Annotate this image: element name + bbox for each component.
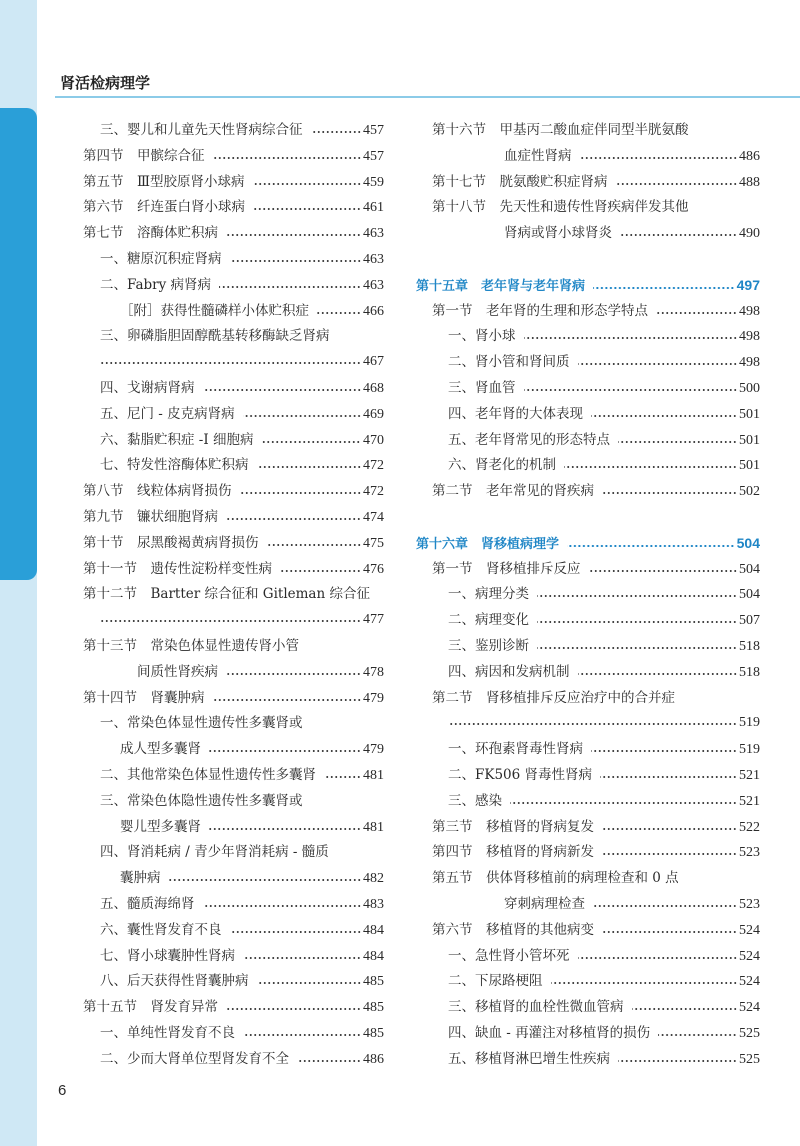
toc-entry-title: 第二节 肾移植排斥反应治疗中的合并症 — [432, 689, 675, 706]
toc-entry-title: 第二节 老年常见的肾疾病 — [432, 483, 594, 500]
toc-entry[interactable] — [60, 531, 384, 555]
dot-leader — [620, 227, 737, 237]
dot-leader — [226, 511, 361, 521]
dot-leader — [100, 613, 361, 623]
toc-entry-title: 第一节 老年肾的生理和形态学特点 — [432, 302, 648, 319]
toc-entry-title: 第九节 镰状细胞肾病 — [83, 509, 218, 525]
dot-leader — [524, 330, 738, 340]
dot-leader — [240, 485, 362, 495]
toc-page-number: 507 — [739, 613, 760, 629]
toc-entry[interactable] — [60, 195, 384, 219]
toc-page-number: 518 — [739, 639, 760, 654]
toc-entry[interactable] — [60, 505, 384, 529]
toc-page-number: 472 — [363, 458, 384, 474]
toc-page-number: 461 — [363, 200, 384, 216]
toc-entry[interactable] — [60, 660, 384, 684]
dot-leader — [537, 588, 737, 598]
toc-page-number: 479 — [363, 690, 384, 706]
toc-entry-title: 第五节 Ⅲ型胶原肾小球病 — [83, 173, 245, 190]
toc-entry-title: 第十六节 甲基丙二酸血症伴同型半胱氨酸 — [432, 122, 689, 138]
toc-entry-title: 第十七节 胱氨酸贮积症肾病 — [432, 173, 608, 190]
toc-entry[interactable] — [60, 479, 384, 503]
dot-leader — [257, 975, 362, 985]
toc-page-number: 497 — [736, 276, 760, 293]
toc-entry[interactable] — [414, 866, 760, 890]
toc-entry-title: 四、老年肾的大体表现 — [448, 405, 583, 422]
toc-entry-title: 三、鉴别诊断 — [448, 638, 529, 654]
toc-page-number: 521 — [739, 793, 760, 809]
toc-page-number: 504 — [739, 561, 760, 577]
toc-entry[interactable] — [414, 969, 760, 993]
dot-leader — [580, 150, 738, 160]
toc-entry[interactable] — [414, 711, 760, 735]
dot-leader — [203, 898, 362, 908]
toc-entry[interactable] — [60, 608, 384, 632]
dot-leader — [226, 666, 361, 676]
toc-entry[interactable] — [414, 1021, 760, 1045]
toc-entry[interactable] — [60, 711, 384, 735]
toc-entry-title: 肾病或肾小球肾炎 — [504, 225, 612, 242]
toc-entry[interactable] — [414, 376, 760, 400]
dot-leader — [253, 201, 361, 211]
toc-entry-title: 四、缺血 - 再灌注对移植肾的损伤 — [448, 1025, 651, 1041]
toc-page-number: 486 — [739, 148, 760, 164]
toc-page-number: 476 — [363, 561, 384, 577]
toc-entry-title: 一、病理分类 — [448, 586, 529, 603]
toc-page-number: 519 — [739, 715, 760, 731]
dot-leader — [578, 356, 738, 366]
toc-entry[interactable] — [414, 944, 760, 968]
toc-page-number: 481 — [363, 819, 384, 835]
dot-leader — [267, 537, 362, 547]
toc-entry-title: 一、常染色体显性遗传性多囊肾或 — [100, 715, 303, 732]
toc-entry[interactable] — [60, 1021, 384, 1045]
toc-page-number: 522 — [739, 819, 760, 835]
toc-entry-title: 七、特发性溶酶体贮积病 — [100, 457, 249, 474]
toc-entry-title: 三、感染 — [448, 792, 502, 809]
toc-entry[interactable] — [414, 324, 760, 348]
toc-page-number: 501 — [739, 458, 760, 474]
toc-entry[interactable] — [60, 892, 384, 916]
toc-entry-title: 第十一节 遗传性淀粉样变性病 — [83, 560, 272, 577]
toc-entry[interactable] — [60, 969, 384, 993]
toc-entry[interactable] — [60, 944, 384, 968]
toc-entry-title: 第十节 尿黑酸褐黄病肾损伤 — [83, 534, 259, 551]
toc-entry[interactable] — [60, 840, 384, 864]
toc-entry-title: 第六节 纤连蛋白肾小球病 — [83, 199, 245, 216]
toc-page-number: 519 — [739, 742, 760, 758]
toc-entry-title: 第三节 移植肾的肾病复发 — [432, 818, 594, 835]
toc-entry[interactable] — [60, 350, 384, 374]
toc-entry-title: 三、卵磷脂胆固醇酰基转移酶缺乏肾病 — [100, 328, 330, 345]
toc-entry[interactable] — [60, 299, 384, 323]
toc-entry[interactable] — [414, 557, 760, 581]
toc-entry-title: 六、囊性肾发育不良 — [100, 921, 222, 938]
toc-entry[interactable] — [60, 1047, 384, 1071]
dot-leader — [213, 150, 362, 160]
dot-leader — [658, 1027, 737, 1037]
dot-leader — [602, 821, 737, 831]
dot-leader — [589, 563, 738, 573]
toc-page-number: 500 — [739, 381, 760, 396]
dot-leader — [551, 975, 738, 985]
toc-entry-title: 三、婴儿和儿童先天性肾病综合征 — [100, 122, 303, 138]
toc-entry-title: 一、急性肾小管坏死 — [448, 947, 570, 964]
toc-entry-title: 成人型多囊肾 — [120, 741, 201, 758]
chapter-tab — [0, 108, 37, 580]
toc-entry-title: 第七节 溶酶体贮积病 — [83, 225, 218, 242]
dot-leader — [602, 924, 737, 934]
toc-entry-title: 一、环孢素肾毒性肾病 — [448, 741, 583, 758]
toc-entry-title: 六、肾老化的机制 — [448, 457, 556, 474]
toc-entry-title: 囊肿病 — [120, 870, 161, 887]
toc-entry-title: 第十八节 先天性和遗传性肾疾病伴发其他 — [432, 199, 689, 216]
toc-entry-title: 三、肾血管 — [448, 380, 516, 396]
toc-entry-title: ［附］获得性髓磷样小体贮积症 — [120, 302, 309, 319]
toc-entry-title: 二、病理变化 — [448, 612, 529, 629]
toc-entry[interactable] — [60, 995, 384, 1019]
toc-entry-title: 三、常染色体隐性遗传性多囊肾或 — [100, 792, 303, 809]
toc-entry[interactable] — [60, 763, 384, 787]
toc-entry[interactable] — [60, 815, 384, 839]
dot-leader — [230, 924, 362, 934]
dot-leader — [537, 614, 737, 624]
toc-chapter-entry[interactable] — [414, 273, 760, 297]
toc-entry[interactable] — [60, 428, 384, 452]
toc-entry-title: 一、糖原沉积症肾病 — [100, 251, 222, 267]
toc-entry[interactable] — [60, 634, 384, 658]
dot-leader — [593, 898, 737, 908]
dot-leader — [209, 743, 361, 753]
toc-page-number: 485 — [363, 974, 384, 990]
toc-entry[interactable] — [60, 918, 384, 942]
dot-leader — [448, 716, 737, 726]
toc-entry-title: 二、其他常染色体显性遗传性多囊肾 — [100, 767, 316, 783]
toc-page-number: 523 — [739, 897, 760, 912]
toc-entry[interactable] — [414, 350, 760, 374]
toc-entry[interactable] — [60, 376, 384, 400]
dot-leader — [226, 1001, 361, 1011]
toc-page-number: 459 — [363, 174, 384, 190]
toc-entry[interactable] — [414, 195, 760, 219]
dot-leader — [537, 640, 737, 650]
toc-entry-title: 五、髓质海绵肾 — [100, 896, 195, 912]
toc-entry-title: 四、戈谢病肾病 — [100, 380, 195, 396]
toc-page-number: 521 — [739, 768, 760, 783]
dot-leader — [209, 821, 361, 831]
toc-entry[interactable] — [414, 789, 760, 813]
toc-page-number: 481 — [363, 768, 384, 783]
toc-entry[interactable] — [414, 453, 760, 477]
toc-page-number: 463 — [363, 252, 384, 267]
toc-page-number: 457 — [363, 148, 384, 164]
dot-leader — [656, 305, 737, 315]
dot-leader — [510, 795, 737, 805]
dot-leader — [243, 408, 361, 418]
toc-page-number: 468 — [363, 381, 384, 396]
toc-page-number: 457 — [363, 123, 384, 138]
toc-page-number: 501 — [739, 432, 760, 448]
toc-entry-title: 第十六章 肾移植病理学 — [416, 536, 560, 552]
toc-entry[interactable] — [60, 118, 384, 142]
dot-leader — [564, 459, 737, 469]
toc-page-number: 485 — [363, 1000, 384, 1016]
dot-leader — [578, 666, 738, 676]
toc-page-number: 525 — [739, 1026, 760, 1041]
toc-page-number: 486 — [363, 1051, 384, 1067]
toc-entry-title: 第十五章 老年肾与老年肾病 — [416, 278, 586, 294]
toc-entry-title: 第四节 移植肾的肾病新发 — [432, 844, 594, 861]
toc-entry[interactable] — [414, 582, 760, 606]
toc-entry[interactable] — [414, 892, 760, 916]
toc-entry-title: 四、病因和发病机制 — [448, 663, 570, 680]
toc-page-number: 498 — [739, 355, 760, 371]
toc-entry[interactable] — [60, 247, 384, 271]
dot-leader — [593, 280, 735, 290]
dot-leader — [602, 485, 737, 495]
toc-page-number: 498 — [739, 303, 760, 319]
toc-entry-title: 血症性肾病 — [504, 147, 572, 164]
dot-leader — [616, 176, 738, 186]
toc-entry[interactable] — [414, 479, 760, 503]
toc-entry[interactable] — [60, 866, 384, 890]
toc-entry[interactable] — [414, 918, 760, 942]
toc-page-number: 518 — [739, 664, 760, 680]
toc-entry-title: 五、尼门 - 皮克病肾病 — [100, 405, 235, 422]
toc-page-number: 470 — [363, 432, 384, 448]
toc-entry[interactable] — [414, 118, 760, 142]
dot-leader — [567, 538, 735, 548]
toc-page-number: 504 — [739, 587, 760, 603]
toc-entry[interactable] — [414, 144, 760, 168]
toc-entry[interactable] — [414, 815, 760, 839]
dot-leader — [524, 382, 738, 392]
toc-entry[interactable] — [414, 686, 760, 710]
toc-entry[interactable] — [60, 221, 384, 245]
toc-entry[interactable] — [60, 557, 384, 581]
toc-page-number: 478 — [363, 664, 384, 680]
toc-entry-title: 二、肾小管和肾间质 — [448, 354, 570, 371]
toc-entry[interactable] — [414, 840, 760, 864]
toc-entry-title: 二、下尿路梗阻 — [448, 973, 543, 990]
page-number: 6 — [58, 1082, 67, 1099]
toc-page-number: 482 — [363, 871, 384, 887]
dot-leader — [243, 950, 361, 960]
toc-page-number: 501 — [739, 406, 760, 422]
dot-leader — [618, 1053, 737, 1063]
dot-leader — [317, 305, 361, 315]
toc-page-number: 524 — [739, 974, 760, 990]
toc-entry[interactable] — [60, 453, 384, 477]
toc-entry[interactable] — [414, 170, 760, 194]
toc-entry-title: 四、肾消耗病 / 青少年肾消耗病 - 髓质 — [100, 844, 329, 861]
toc-page-number: 475 — [363, 535, 384, 551]
toc-entry-title: 第十四节 肾囊肿病 — [83, 689, 205, 706]
toc-page-number: 504 — [736, 534, 760, 551]
toc-chapter-entry[interactable] — [414, 531, 760, 555]
dot-leader — [253, 176, 361, 186]
toc-entry[interactable] — [414, 428, 760, 452]
dot-leader — [243, 1027, 361, 1037]
dot-leader — [257, 459, 362, 469]
toc-entry-title: 二、少而大肾单位型肾发育不全 — [100, 1050, 289, 1067]
toc-entry-title: 三、移植肾的血栓性微血管病 — [448, 999, 624, 1016]
toc-entry-title: 一、肾小球 — [448, 328, 516, 345]
toc-entry-title: 第四节 甲髌综合征 — [83, 147, 205, 164]
dot-leader — [618, 434, 737, 444]
toc-entry[interactable] — [60, 144, 384, 168]
toc-entry-title: 五、移植肾淋巴增生性疾病 — [448, 1050, 610, 1067]
toc-page-number: 474 — [363, 510, 384, 525]
toc-entry[interactable] — [414, 763, 760, 787]
toc-page-number: 466 — [363, 303, 384, 319]
toc-page-number: 502 — [739, 484, 760, 500]
toc-entry[interactable] — [60, 737, 384, 761]
dot-leader — [578, 950, 738, 960]
toc-entry[interactable] — [414, 1047, 760, 1071]
toc-entry[interactable] — [60, 273, 384, 297]
dot-leader — [297, 1053, 361, 1063]
toc-page-number: 490 — [739, 226, 760, 242]
toc-page-number: 524 — [739, 948, 760, 964]
dot-leader — [230, 253, 362, 263]
toc-entry[interactable] — [414, 608, 760, 632]
toc-entry[interactable] — [60, 582, 384, 606]
dot-leader — [324, 769, 361, 779]
dot-leader — [602, 846, 737, 856]
toc-entry-title: 第五节 供体肾移植前的病理检查和 0 点 — [432, 870, 679, 887]
toc-page-number: 472 — [363, 484, 384, 500]
toc-page-number: 524 — [739, 1000, 760, 1016]
running-header: 肾活检病理学 — [60, 74, 151, 92]
dot-leader — [203, 382, 362, 392]
dot-leader — [600, 769, 737, 779]
toc-entry-title: 第八节 线粒体病肾损伤 — [83, 483, 232, 500]
toc-entry[interactable] — [414, 660, 760, 684]
toc-entry-title: 第六节 移植肾的其他病变 — [432, 921, 594, 938]
dot-leader — [219, 279, 361, 289]
dot-leader — [591, 743, 737, 753]
toc-entry-title: 七、肾小球囊肿性肾病 — [100, 947, 235, 964]
toc-entry[interactable] — [414, 737, 760, 761]
dot-leader — [311, 124, 362, 134]
toc-entry-title: 八、后天获得性肾囊肿病 — [100, 973, 249, 990]
dot-leader — [169, 872, 362, 882]
toc-page-number: 524 — [739, 922, 760, 938]
toc-page-number: 484 — [363, 948, 384, 964]
toc-page-number: 488 — [739, 174, 760, 190]
toc-entry-title: 第十三节 常染色体显性遗传肾小管 — [83, 638, 299, 654]
toc-entry[interactable] — [60, 402, 384, 426]
dot-leader — [213, 692, 362, 702]
toc-entry-title: 第十五节 肾发育异常 — [83, 999, 218, 1016]
dot-leader — [261, 434, 361, 444]
dot-leader — [280, 563, 361, 573]
toc-entry-title: 穿刺病理检查 — [504, 896, 585, 912]
toc-page-number: 485 — [363, 1026, 384, 1041]
toc-entry[interactable] — [60, 686, 384, 710]
toc-page-number: 525 — [739, 1051, 760, 1067]
toc-entry[interactable] — [414, 221, 760, 245]
dot-leader — [632, 1001, 738, 1011]
toc-entry-title: 婴儿型多囊肾 — [120, 818, 201, 835]
toc-page-number: 467 — [363, 354, 384, 370]
toc-entry-title: 六、黏脂贮积症 -I 细胞病 — [100, 431, 254, 448]
toc-entry[interactable] — [60, 170, 384, 194]
toc-entry-title: 二、Fabry 病肾病 — [100, 276, 212, 293]
dot-leader — [226, 227, 361, 237]
toc-entry[interactable] — [414, 299, 760, 323]
toc-entry[interactable] — [414, 402, 760, 426]
toc-page-number: 483 — [363, 897, 384, 912]
toc-entry[interactable] — [414, 995, 760, 1019]
toc-page-number: 479 — [363, 742, 384, 758]
toc-entry-title: 一、单纯性肾发育不良 — [100, 1025, 235, 1041]
header-rule — [55, 96, 800, 98]
toc-entry-title: 第一节 肾移植排斥反应 — [432, 560, 581, 577]
toc-page-number: 463 — [363, 277, 384, 293]
dot-leader — [100, 355, 361, 365]
toc-entry[interactable] — [60, 324, 384, 348]
toc-page-number: 463 — [363, 226, 384, 242]
toc-page-number: 477 — [363, 612, 384, 628]
toc-page-number: 523 — [739, 845, 760, 861]
toc-page-number: 469 — [363, 406, 384, 422]
toc-entry-title: 五、老年肾常见的形态特点 — [448, 431, 610, 448]
toc-entry-title: 二、FK506 肾毒性肾病 — [448, 767, 593, 783]
toc-entry-title: 间质性肾疾病 — [137, 663, 218, 680]
toc-page-number: 498 — [739, 329, 760, 345]
toc-entry-title: 第十二节 Bartter 综合征和 Gitleman 综合征 — [83, 586, 370, 603]
toc-entry[interactable] — [60, 789, 384, 813]
dot-leader — [591, 408, 737, 418]
toc-page-number: 484 — [363, 922, 384, 938]
toc-entry[interactable] — [414, 634, 760, 658]
